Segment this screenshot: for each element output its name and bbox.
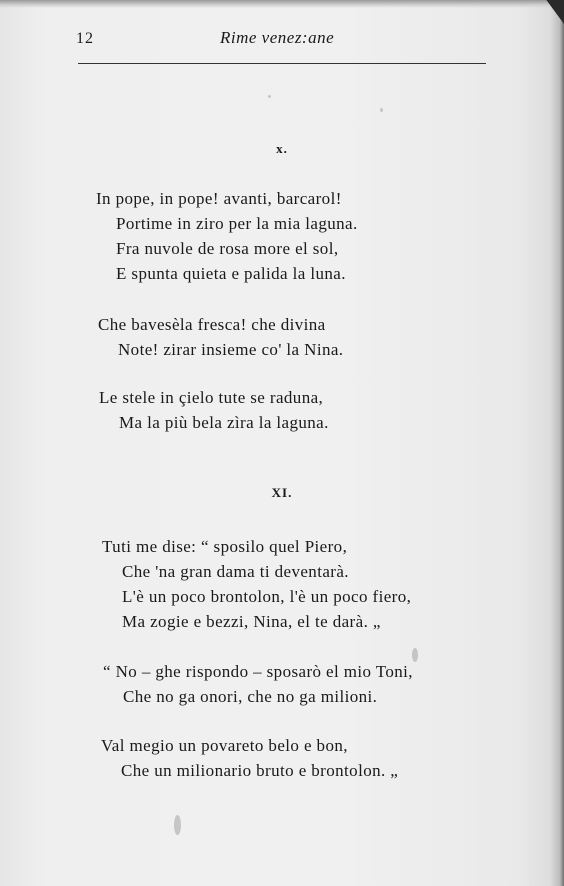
ink-smudge bbox=[412, 648, 418, 662]
poem-xi-stanza-2 bbox=[103, 659, 413, 709]
verse-line: E spunta quieta e palida la luna. bbox=[116, 264, 346, 283]
verse-line: In pope, in pope! avanti, barcarol! bbox=[96, 189, 342, 208]
verse-line: Fra nuvole de rosa more el sol, bbox=[116, 239, 339, 258]
verse-line: Che un milionario bruto e brontolon. „ bbox=[121, 761, 399, 780]
ink-smudge bbox=[174, 815, 181, 835]
page-number: 12 bbox=[76, 30, 94, 47]
paper-speck bbox=[268, 95, 271, 98]
page-binding-shadow bbox=[550, 0, 564, 886]
header-rule bbox=[78, 63, 486, 64]
verse-line: Tuti me dise: “ sposilo quel Piero, bbox=[102, 537, 348, 556]
poem-xi-stanza-3 bbox=[101, 733, 398, 783]
verse-line: Che no ga onori, che no ga milioni. bbox=[123, 687, 378, 706]
verse-line: Che bavesèla fresca! che divina bbox=[98, 315, 326, 334]
verse-line: Portime in ziro per la mia laguna. bbox=[116, 214, 358, 233]
verse-line: Ma zogie e bezzi, Nina, el te darà. „ bbox=[122, 612, 381, 631]
poem-x-stanza-3 bbox=[99, 385, 329, 435]
poem-numeral-x: x. bbox=[276, 141, 288, 156]
verse-line: Val megio un povareto belo e bon, bbox=[101, 736, 348, 755]
poem-x-stanza-2 bbox=[98, 312, 343, 362]
verse-line: “ No – ghe rispondo – sposarò el mio Toni, bbox=[103, 662, 413, 681]
poem-numeral-xi: XI. bbox=[271, 485, 293, 500]
page-top-edge bbox=[0, 0, 564, 8]
poem-xi-stanza-1 bbox=[102, 534, 411, 634]
verse-line: Che 'na gran dama ti deventarà. bbox=[122, 562, 349, 581]
paper-speck bbox=[380, 108, 383, 112]
verse-line: Le stele in çielo tute se raduna, bbox=[99, 388, 324, 407]
poem-x-stanza-1 bbox=[96, 186, 358, 286]
verse-line: L'è un poco brontolon, l'è un poco fiero, bbox=[122, 587, 412, 606]
verse-line: Ma la più bela zìra la laguna. bbox=[119, 413, 329, 432]
verse-line: Note! zirar insieme co' la Nina. bbox=[118, 340, 344, 359]
running-title: Rime venez:ane bbox=[220, 28, 335, 47]
